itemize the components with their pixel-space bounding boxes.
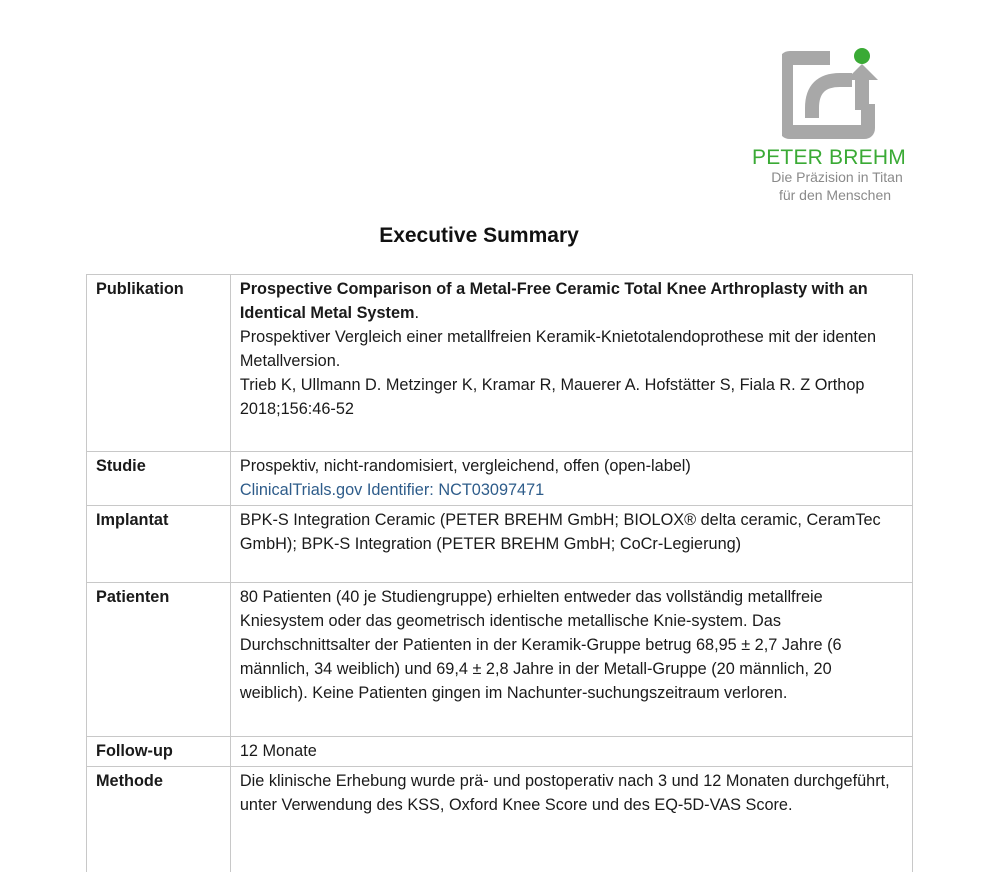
table-row-methode (87, 767, 913, 872)
row-content-implantat: BPK-S Integration Ceramic (PETER BREHM GmbH; BIOLOX® delta ceramic, CeramTec GmbH); BPK-S Integration (PETER BREHM GmbH; CoCr-Legierung) (230, 506, 912, 583)
publication-title-de: Prospektiver Vergleich einer metallfreien Keramik-Knietotalendoprothese mit der identen Metallversion. (240, 328, 876, 370)
table-row-implantat (87, 506, 913, 583)
row-content-patienten: 80 Patienten (40 je Studiengruppe) erhielten entweder das vollständig metallfreie Kniesystem oder das geometrisch identische metallische Knie-system. Das Durchschnittsalter der Patienten in der Keramik-Gruppe betrug 68,95 ± 2,7 Jahre (6 männlich, 34 weiblich) und 69,4 ± 2,8 Jahre in der Metall-Gruppe (20 männlich, 20 weiblich). Keine Patienten gingen im Nachunter-suchungszeitraum verloren. (230, 583, 912, 737)
row-label-patienten: Patienten (87, 583, 231, 737)
row-content-studie (230, 452, 912, 506)
page-title: Executive Summary (0, 224, 958, 248)
table-row-followup (87, 737, 913, 767)
row-content-publikation (230, 275, 912, 452)
table-row-studie (87, 452, 913, 506)
row-label-studie: Studie (87, 452, 231, 506)
row-label-implantat: Implantat (87, 506, 231, 583)
table-row-patienten (87, 583, 913, 737)
clinicaltrials-link[interactable]: ClinicalTrials.gov Identifier: NCT03097471 (240, 481, 544, 499)
logo-brand-name: PETER BREHM (752, 146, 922, 170)
logo-tagline-1: Die Präzision in Titan (752, 169, 922, 185)
return-arrow-box-icon (782, 46, 892, 142)
row-label-followup: Follow-up (87, 737, 231, 767)
publication-title-en: Prospective Comparison of a Metal-Free Ceramic Total Knee Arthroplasty with an Identical Metal System (240, 280, 868, 322)
row-content-followup: 12 Monate (230, 737, 912, 767)
row-label-methode: Methode (87, 767, 231, 872)
summary-table (86, 274, 913, 872)
table-row-publikation (87, 275, 913, 452)
study-design-text: Prospektiv, nicht-randomisiert, vergleichend, offen (open-label) (240, 457, 691, 475)
row-content-methode: Die klinische Erhebung wurde prä- und postoperativ nach 3 und 12 Monaten durchgeführt, unter Verwendung des KSS, Oxford Knee Score und des EQ-5D-VAS Score. (230, 767, 912, 872)
publication-citation: Trieb K, Ullmann D. Metzinger K, Kramar R, Mauerer A. Hofstätter S, Fiala R. Z Orthop 2018;156:46-52 (240, 376, 865, 418)
publication-title-en-period: . (415, 304, 420, 322)
row-label-publikation: Publikation (87, 275, 231, 452)
logo-tagline-2: für den Menschen (750, 187, 920, 203)
